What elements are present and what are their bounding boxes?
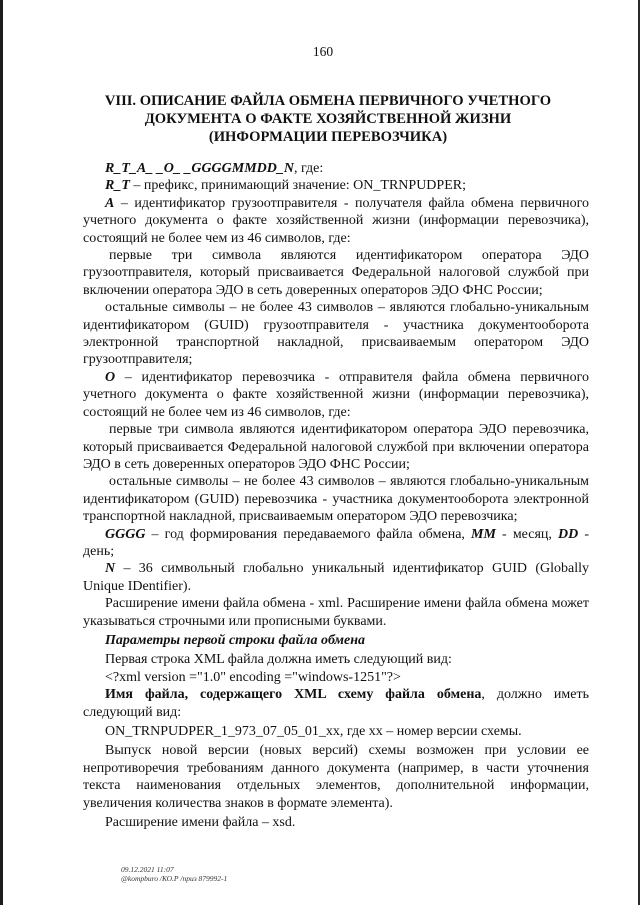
heading-line-1: VIII. ОПИСАНИЕ ФАЙЛА ОБМЕНА ПЕРВИЧНОГО УЧЕТНОГО: [104, 93, 552, 109]
heading-line-2: ДОКУМЕНТА О ФАКТЕ ХОЗЯЙСТВЕННОЙ ЖИЗНИ: [144, 111, 512, 127]
paragraph-filename-pattern: [83, 160, 589, 177]
schema-filename-desc: , должно иметь следующий вид:: [83, 687, 589, 720]
term-dd: DD: [558, 526, 579, 542]
prefix-desc: – префикс, принимающий значение: ON_TRNPUDPER;: [129, 178, 466, 194]
term-n: N: [105, 561, 116, 577]
term-a-desc: – идентификатор грузоотправителя - получателя файла обмена первичного учетного документа о факте хозяйственной жизни (информации перевозчика), состоящий не более чем из 46 символов, где:: [83, 195, 589, 246]
paragraph-schema-name: ON_TRNPUDPER_1_973_07_05_01_xx, где хх – номер версии схемы.: [105, 724, 522, 739]
term-o: O: [105, 369, 116, 385]
paragraph-extension: Расширение имени файла обмена - xml. Расширение имени файла обмена может указываться строчными или прописными буквами.: [83, 596, 589, 629]
paragraph-schema-filename: [83, 686, 589, 721]
term-gggg: GGGG: [105, 526, 146, 542]
schema-filename-term: Имя файла, содержащего XML схему файла обмена: [105, 687, 482, 703]
term-dd-desc: - день;: [83, 526, 590, 559]
term-o-desc: – идентификатор перевозчика - отправителя файла обмена первичного учетного документа о факте хозяйственной жизни (информации перевозчика), состоящий не более чем из 46 символов, где:: [83, 369, 589, 420]
paragraph-guid: [83, 560, 589, 595]
section-heading: [63, 92, 593, 146]
term-mm: MM: [471, 526, 496, 542]
subheading-first-line-params: [83, 632, 589, 649]
page-number: 160: [312, 44, 334, 59]
heading-line-3: (ИНФОРМАЦИИ ПЕРЕВОЗЧИКА): [208, 129, 448, 145]
subheading-text: Параметры первой строки файла обмена: [105, 632, 365, 648]
term-a: A: [105, 195, 115, 211]
term-mm-desc: - месяц,: [495, 526, 558, 542]
paragraph-sender-id: [83, 195, 589, 247]
paragraph-carrier-id: [83, 369, 589, 421]
term-gggg-desc: – год формирования передаваемого файла обмена,: [145, 526, 472, 542]
print-stamp: [121, 865, 227, 883]
print-stamp-date: 09.12.2021 11:07: [121, 865, 174, 874]
filename-pattern: R_T_A_ _O_ _GGGGMMDD_N: [105, 161, 295, 176]
paragraph-date: [83, 526, 589, 561]
paragraph-rest-carrier: остальные символы – не более 43 символов – являются глобально-уникальным идентификатором (GUID) перевозчика - участника документооборота электронной транспортной накладной, присваиваемым оператором ЭДО перевозчика;: [83, 474, 589, 525]
paragraph-rest-shipper: остальные символы – не более 43 символов – являются глобально-уникальным идентификатором (GUID) грузоотправителя - участника документооборота электронной транспортной накладной, присваиваемым оператором ЭДО грузоотправителя;: [83, 300, 589, 368]
paragraph-prefix: [83, 177, 589, 194]
paragraph-first-three-shipper: первые три символа являются идентификатором оператора ЭДО грузоотправителя, который присваивается Федеральной налоговой службой при включении оператора ЭДО в сеть доверенных операторов ЭДО ФНС России;: [83, 248, 589, 298]
document-body: [83, 160, 589, 831]
term-n-desc: – 36 символьный глобально уникальный идентификатор GUID (Globally Unique IDentifier).: [83, 561, 589, 594]
paragraph-xsd-extension: Расширение имени файла – xsd.: [105, 815, 296, 831]
paragraph-first-three-carrier: первые три символа являются идентификатором оператора ЭДО перевозчика, который присваивается Федеральной налоговой службой при включении оператора ЭДО в сеть доверенных операторов ЭДО ФНС России;: [83, 422, 589, 472]
print-stamp-ref: @kompburo /КО.Р /приз 879992-1: [121, 874, 228, 883]
paragraph-new-version: Выпуск новой версии (новых версий) схемы возможен при условии ее непротиворечия требованиям данного документа (например, в части уточнения текста наименования отдельных элементов, дополнительной информации, увеличения количества знаков в формате элемента).: [83, 743, 589, 811]
prefix-term: R_T: [105, 178, 130, 194]
filename-pattern-suffix: , где:: [294, 161, 324, 176]
paragraph-first-line: Первая строка XML файла должна иметь следующий вид:: [105, 652, 452, 668]
paragraph-xml-declaration: <?xml version ="1.0" encoding ="windows-1251"?>: [105, 669, 401, 685]
